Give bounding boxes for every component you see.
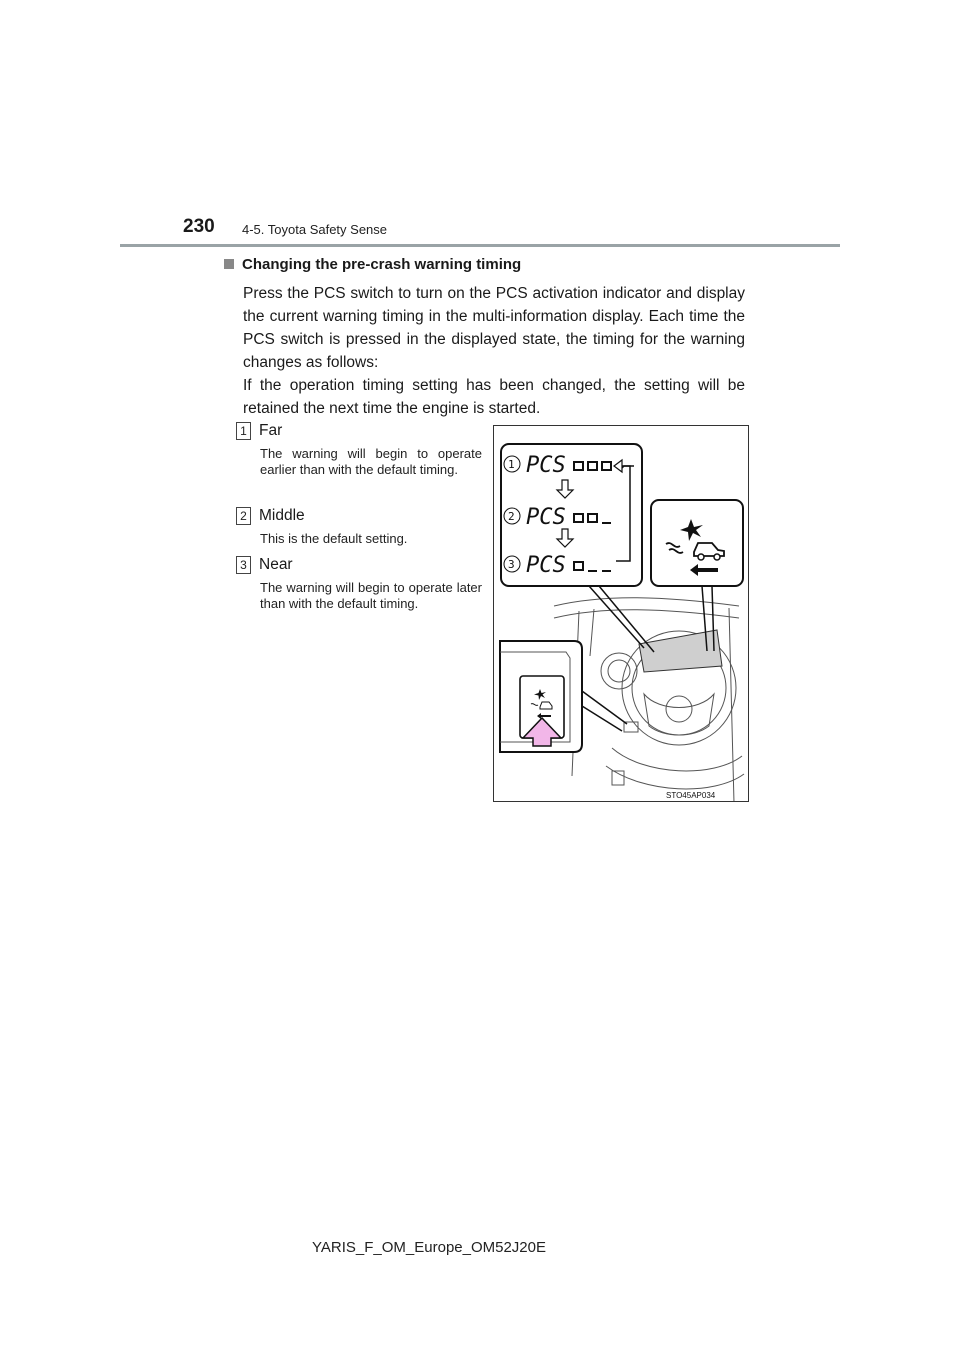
subsection-heading [224, 256, 521, 273]
pcs-label-1: PCS [526, 453, 566, 478]
item-description: The warning will begin to operate later than with the default timing. [260, 580, 482, 612]
callout-number: 1 [236, 422, 251, 440]
page-number: 230 [183, 216, 215, 237]
multi-information-display [639, 630, 722, 672]
document-code: YARIS_F_OM_Europe_OM52J20E [312, 1239, 547, 1256]
callout-badge-3 [504, 556, 520, 572]
item-description: The warning will begin to operate earlier than with the default timing. [260, 446, 482, 478]
square-bullet-icon [224, 259, 234, 269]
callout-badge-2 [504, 508, 520, 524]
callout-1: 1 [508, 458, 515, 471]
item-label: Middle [259, 507, 305, 524]
item-label: Far [259, 422, 283, 439]
callout-badge-1 [504, 456, 520, 472]
item-description: This is the default setting. [260, 531, 408, 547]
list-item-far [236, 422, 482, 478]
pcs-illustration [493, 425, 749, 802]
list-item-middle [236, 507, 482, 547]
pcs-label-3: PCS [526, 553, 566, 578]
list-item-near [236, 556, 482, 612]
paragraph-2: If the operation timing setting has been changed, the setting will be retained the next time the engine is started. [243, 377, 745, 417]
figure-code: STO45AP034 [666, 791, 716, 800]
section-title: 4-5. Toyota Safety Sense [242, 222, 388, 237]
callout-number: 2 [236, 507, 251, 525]
callout-2: 2 [508, 510, 515, 523]
heading-text: Changing the pre-crash warning timing [242, 256, 522, 273]
header-rule [120, 244, 840, 247]
paragraph-1: Press the PCS switch to turn on the PCS activation indicator and display the current warning timing in the multi-information display. Each time the PCS switch is pressed in the displayed state, the timing for the warning changes as follows: [243, 285, 745, 371]
item-label: Near [259, 556, 293, 573]
callout-3: 3 [508, 558, 515, 571]
callout-number: 3 [236, 556, 251, 574]
pcs-label-2: PCS [526, 505, 566, 530]
